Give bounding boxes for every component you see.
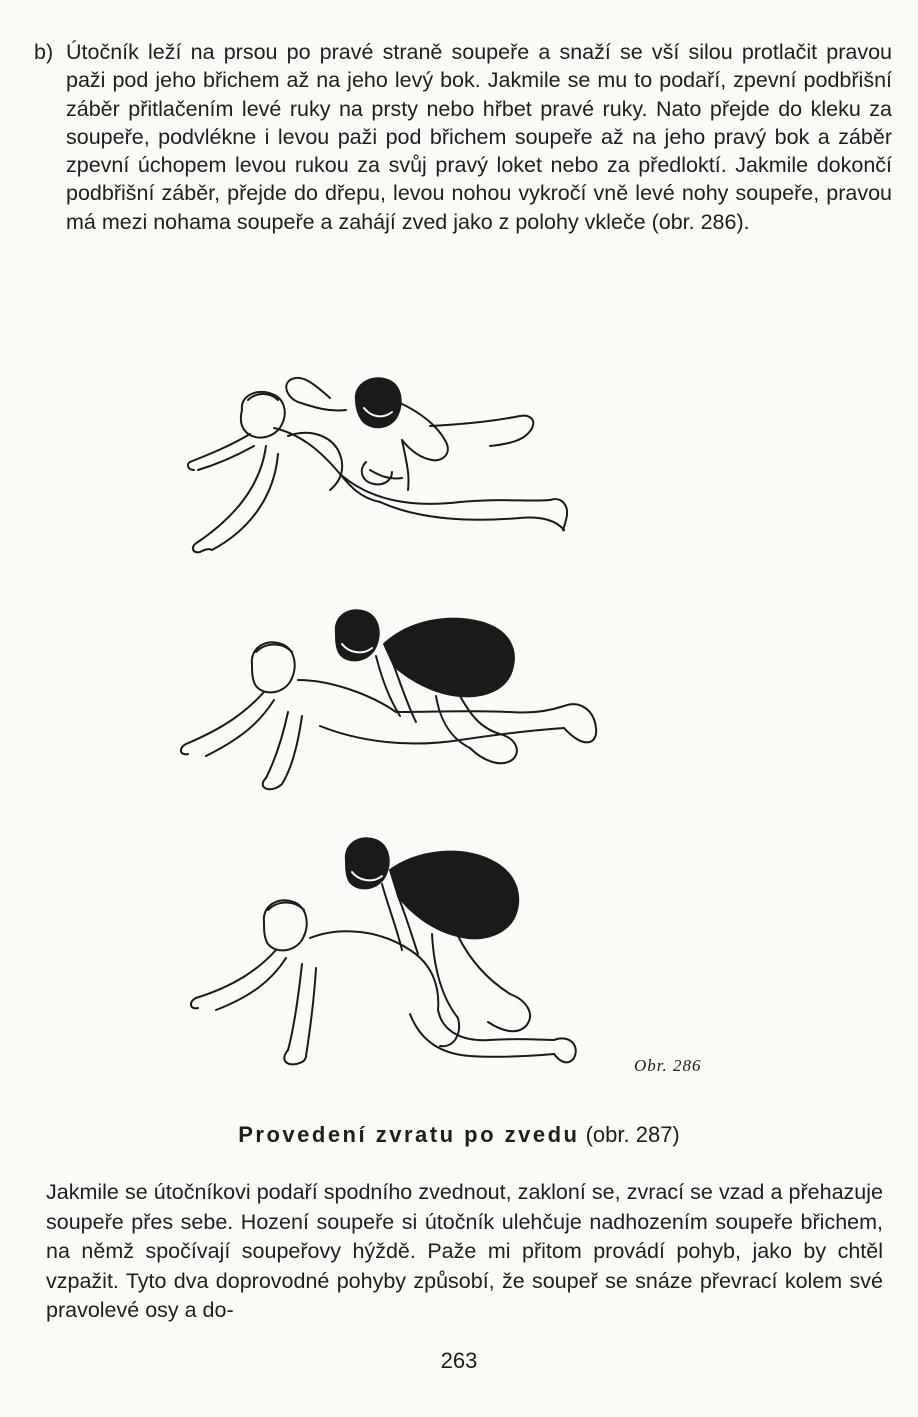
scene-3-lift bbox=[191, 838, 576, 1064]
paragraph-b-text: Útočník leží na prsou po pravé straně soupeře a snaží se vší silou protlačit pravou paži pod jeho břichem až na jeho levý bok. Jakmile se mu to podaří, zpevní podbřišní záběr přitlačením levé ruky na prsty nebo hřbet pravé ruky. Nato přejde do kleku za soupeře, podvlékne i levou paži pod břichem soupeře až na jeho pravý bok a záběr zpevní úchopem levou rukou za svůj pravý loket nebo za předloktí. Jakmile dokončí podbřišní záběr, přejde do dřepu, levou nohou vykročí vně levé nohy soupeře, pravou má mezi nohama soupeře a zahájí zved jako z polohy vkleče (obr. 286). bbox=[66, 40, 892, 234]
figure-286 bbox=[170, 350, 630, 1100]
section-heading bbox=[0, 1122, 918, 1148]
section-heading-ref: (obr. 287) bbox=[585, 1122, 680, 1147]
page-number: 263 bbox=[440, 1348, 478, 1373]
paragraph-b bbox=[34, 38, 892, 236]
figure-caption: Obr. 286 bbox=[634, 1056, 702, 1075]
list-marker: b) bbox=[34, 40, 54, 64]
wrestling-illustration bbox=[170, 350, 630, 1100]
scene-1-lying bbox=[188, 378, 567, 553]
section-heading-title: Provedení zvratu po zvedu bbox=[238, 1122, 580, 1147]
paragraph-2: Jakmile se útočníkovi podaří spodního zvednout, zakloní se, zvrací se vzad a přehazuje soupeře přes sebe. Hození soupeře si útočník ulehčuje nadhozením soupeře břichem, na němž spočívají soupeřovy hýždě. Paže mi přitom provádí pohyb, jako by chtěl vzpažit. Tyto dva doprovodné pohyby způsobí, že soupeř se snáze převrací kolem své pravolevé osy a do- bbox=[46, 1180, 883, 1322]
scene-2-kneeling bbox=[181, 610, 596, 789]
